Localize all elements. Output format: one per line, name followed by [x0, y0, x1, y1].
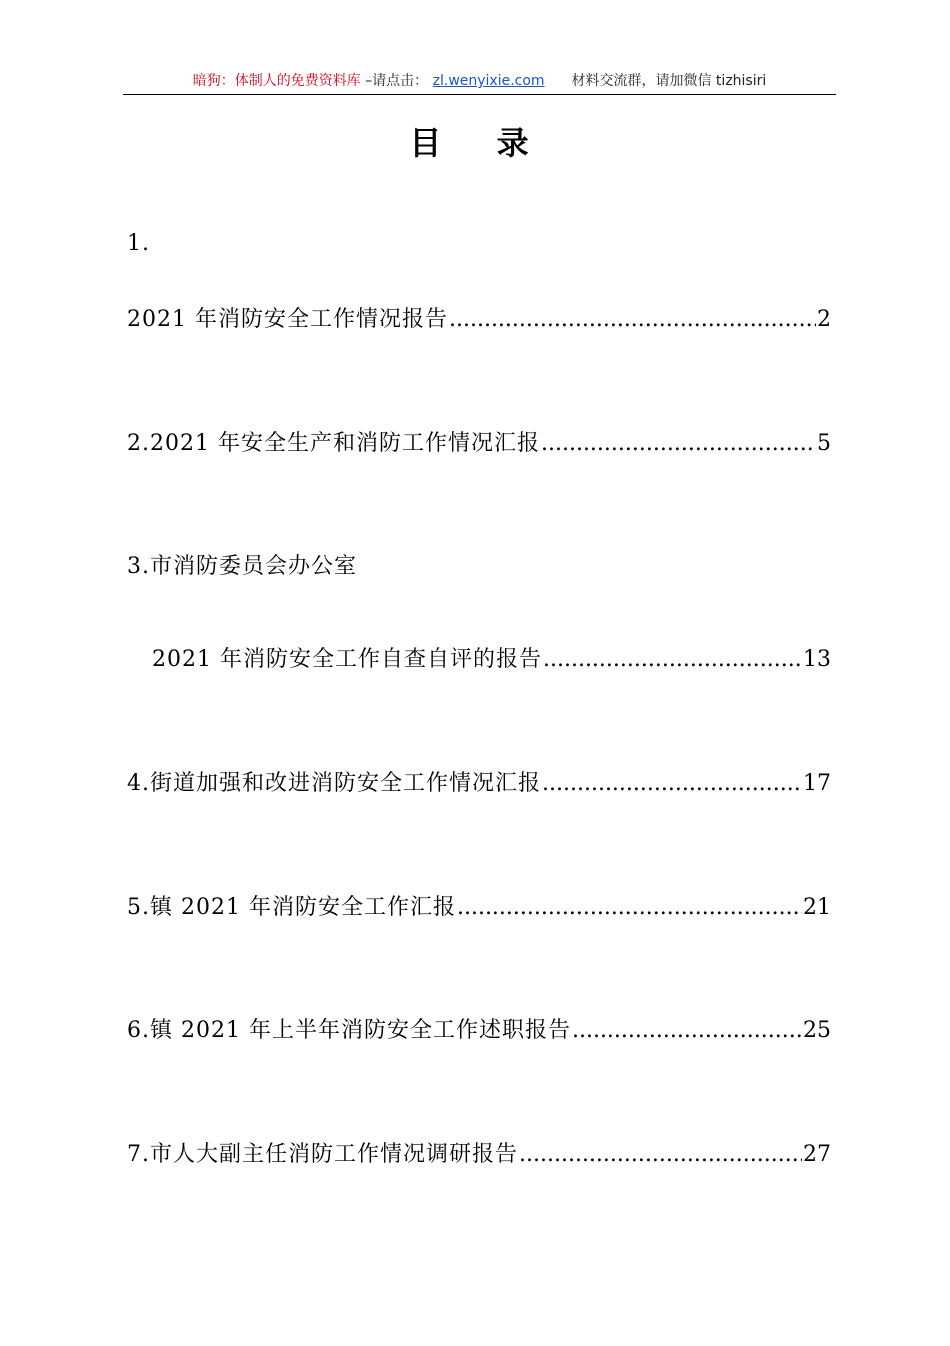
- header-wechat-note: 材料交流群，请加微信 tizhisiri: [571, 73, 767, 89]
- toc-entry-title: 6.镇 2021 年上半年消防安全工作述职报告: [127, 1018, 571, 1043]
- toc-leader-dots: [541, 424, 816, 464]
- header-click-prompt: –请点击：: [365, 73, 429, 89]
- toc-entry-title: 7.市人大副主任消防工作情况调研报告: [127, 1142, 518, 1167]
- toc-entry-7[interactable]: [127, 1135, 831, 1175]
- toc-page-number: 21: [803, 895, 831, 920]
- toc-entry-title: 5.镇 2021 年消防安全工作汇报: [127, 895, 456, 920]
- toc-entry-title: 2021 年消防安全工作情况报告: [127, 307, 448, 332]
- header-site-name: 暗狗：体制人的免费资料库: [192, 73, 361, 89]
- toc-entry-4[interactable]: [127, 764, 831, 804]
- toc-entry-title: 2.2021 年安全生产和消防工作情况汇报: [127, 431, 540, 456]
- toc-page-number: 25: [803, 1018, 831, 1043]
- toc-leader-dots: [519, 1135, 802, 1175]
- toc-page-number: 17: [803, 771, 831, 796]
- toc-entry-5[interactable]: [127, 888, 831, 928]
- toc-entry-1-number: [127, 224, 831, 264]
- toc-entry-3-heading: [127, 547, 831, 587]
- toc-leader-dots: [449, 300, 816, 340]
- page-header: [123, 70, 836, 95]
- toc-page-number: 2: [817, 307, 831, 332]
- toc-entry-6[interactable]: [127, 1011, 831, 1051]
- toc-page-number: 5: [817, 431, 831, 456]
- toc-entry-3[interactable]: [152, 640, 831, 680]
- toc-entry-title: 4.街道加强和改进消防安全工作情况汇报: [127, 771, 541, 796]
- toc-leader-dots: [572, 1011, 802, 1051]
- toc-leader-dots: [542, 764, 802, 804]
- toc-entry-heading: 3.市消防委员会办公室: [127, 554, 357, 579]
- toc-page-number: 13: [803, 647, 831, 672]
- toc-number: 1.: [127, 231, 150, 256]
- toc-page-number: 27: [803, 1142, 831, 1167]
- toc-leader-dots: [543, 640, 802, 680]
- toc-leader-dots: [457, 888, 802, 928]
- toc-entry-title: 2021 年消防安全工作自查自评的报告: [152, 647, 542, 672]
- toc-entry-1[interactable]: [127, 300, 831, 340]
- page-title: 目 录: [409, 124, 551, 162]
- header-link[interactable]: zl.wenyixie.com: [432, 73, 545, 89]
- toc-entry-2[interactable]: [127, 424, 831, 464]
